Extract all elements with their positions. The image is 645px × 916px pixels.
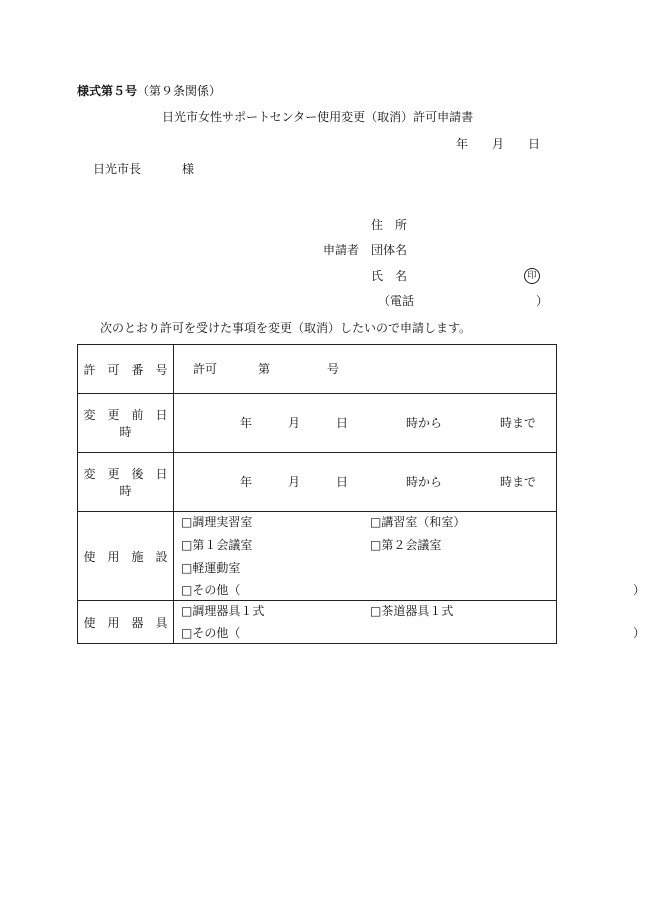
facility-meeting-room-2[interactable]: □第２会議室: [370, 538, 442, 552]
equipment-other-close: ）: [633, 626, 645, 640]
before-datetime-row: [78, 394, 557, 453]
permit-number-label: 許 可 番 号: [78, 345, 174, 394]
before-datetime-cell[interactable]: [174, 394, 557, 453]
before-until: 時まで: [500, 416, 537, 430]
form-relation: （第９条関係）: [137, 84, 222, 98]
facilities-row: [78, 512, 557, 601]
facility-meeting-room-1[interactable]: □第１会議室: [181, 538, 253, 552]
equipment-cooking-set[interactable]: □調理器具１式: [181, 604, 265, 618]
after-datetime-label: 変 更 後 日 時: [78, 453, 174, 512]
before-from: 時から: [406, 416, 443, 430]
permit-go: 号: [327, 362, 340, 376]
equipment-other[interactable]: □その他（: [181, 626, 241, 640]
equipment-cell: [174, 601, 645, 644]
seal-mark: 印: [524, 268, 540, 284]
statement-text: 次のとおり許可を受けた事項を変更（取消）したいので申請します。: [100, 321, 472, 335]
facilities-label: 使 用 施 設: [78, 512, 174, 601]
before-datetime-label: 変 更 前 日 時: [78, 394, 174, 453]
applicant-label: 申請者: [323, 243, 360, 257]
form-number-text: 様式第５号: [77, 84, 138, 98]
permit-prefix: 許可: [193, 362, 218, 376]
after-day: 日: [336, 475, 349, 489]
permit-number-cell[interactable]: [174, 345, 557, 394]
name-label: 氏 名: [371, 269, 408, 283]
before-day: 日: [336, 416, 349, 430]
addressee: 日光市長: [93, 162, 142, 176]
organization-label: 団体名: [371, 243, 408, 257]
after-year: 年: [240, 475, 253, 489]
facility-other-close: ）: [633, 583, 645, 597]
facilities-cell: [174, 512, 645, 601]
phone-close: ）: [536, 294, 549, 308]
after-until: 時まで: [500, 475, 537, 489]
facility-cooking-room[interactable]: □調理実習室: [181, 515, 253, 529]
document-title: 日光市女性サポートセンター使用変更（取消）許可申請書: [162, 110, 474, 124]
date-month-label: 月: [492, 137, 505, 151]
permit-dai: 第: [258, 362, 271, 376]
application-table: [77, 344, 645, 644]
date-year-label: 年: [456, 137, 469, 151]
before-year: 年: [240, 416, 253, 430]
after-month: 月: [288, 475, 301, 489]
before-month: 月: [288, 416, 301, 430]
after-datetime-cell[interactable]: [174, 453, 557, 512]
date-day-label: 日: [528, 137, 541, 151]
equipment-label: 使 用 器 具: [78, 601, 174, 644]
facility-exercise-room[interactable]: □軽運動室: [181, 561, 241, 575]
phone-label: （電話: [378, 294, 415, 308]
form-number: [77, 84, 221, 98]
facility-lecture-room[interactable]: □講習室（和室）: [370, 515, 466, 529]
after-datetime-row: [78, 453, 557, 512]
addressee-honorific: 様: [182, 162, 195, 176]
equipment-tea-set[interactable]: □茶道器具１式: [370, 604, 454, 618]
facility-other[interactable]: □その他（: [181, 583, 241, 597]
equipment-row: [78, 601, 557, 644]
address-label: 住 所: [371, 218, 408, 232]
permit-number-row: [78, 345, 557, 394]
after-from: 時から: [406, 475, 443, 489]
